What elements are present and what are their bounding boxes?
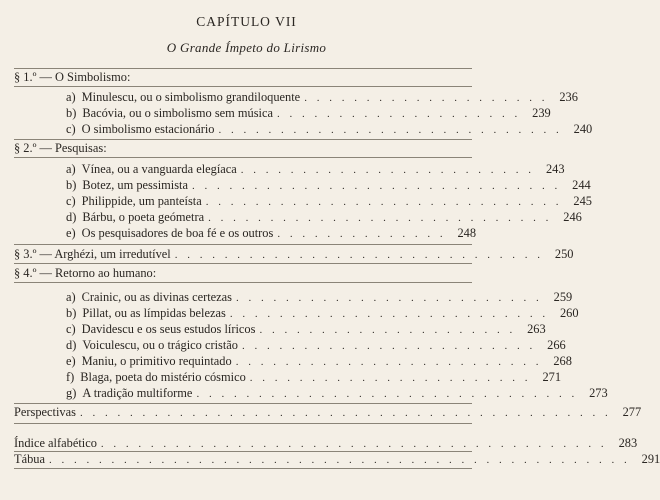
entry-letter: c) bbox=[66, 194, 76, 208]
leader-dots: . . . . . . . . . . . . . . . . . . . . . . . . . . . . . . . . . . . . . . . . . . . bbox=[79, 407, 612, 419]
entry-letter: a) bbox=[66, 90, 76, 104]
entry-letter: b) bbox=[66, 306, 77, 320]
entry-title: Philippide, um panteísta bbox=[81, 194, 202, 208]
leader-dots: . . . . . . . . . . . . . . . . . . . . . . . . bbox=[241, 340, 536, 352]
entry-title: Tábua bbox=[14, 452, 45, 466]
divider bbox=[14, 263, 472, 264]
entry-letter: d) bbox=[66, 210, 77, 224]
entry-page: 240 bbox=[573, 122, 593, 136]
toc-entry bbox=[66, 106, 551, 122]
entry-title: Botez, um pessimista bbox=[82, 178, 188, 192]
entry-page: 266 bbox=[547, 338, 566, 352]
entry-title: Índice alfabético bbox=[14, 436, 97, 450]
entry-letter: d) bbox=[66, 338, 77, 352]
entry-title: Os pesquisadores de boa fé e os outros bbox=[81, 226, 274, 240]
entry-page: 236 bbox=[559, 90, 578, 104]
entry-page: 250 bbox=[554, 247, 574, 261]
section-heading: § 3.º — Arghézi, um irredutível bbox=[14, 247, 171, 261]
toc-entry-tabua bbox=[14, 452, 660, 468]
section-heading: § 2.º — Pesquisas: bbox=[14, 141, 107, 155]
toc-entry bbox=[66, 290, 573, 306]
entry-page: 271 bbox=[542, 370, 562, 384]
entry-page: 260 bbox=[559, 306, 579, 320]
leader-dots: . . . . . . . . . . . . . . . . . . . . . . . . . . . . . . . . . . . . . . . . . bbox=[100, 438, 608, 450]
entry-letter: c) bbox=[66, 122, 76, 136]
section-heading: § 1.º — O Simbolismo: bbox=[14, 70, 131, 84]
leader-dots: . . . . . . . . . . . . . . . . . . . . . . . . . . . . bbox=[218, 124, 563, 136]
divider bbox=[14, 157, 472, 158]
entry-title: Minulescu, ou o simbolismo grandiloquente bbox=[81, 90, 301, 104]
toc-entry bbox=[66, 354, 572, 370]
entry-page: 277 bbox=[622, 405, 642, 419]
entry-page: 248 bbox=[457, 226, 477, 240]
toc-entry bbox=[66, 322, 546, 338]
entry-title: Davidescu e os seus estudos líricos bbox=[81, 322, 256, 336]
entry-page: 244 bbox=[572, 178, 591, 192]
entry-letter: a) bbox=[66, 290, 76, 304]
divider bbox=[14, 403, 472, 404]
toc-entry-perspectivas bbox=[14, 405, 642, 421]
entry-title: Blaga, poeta do mistério cósmico bbox=[80, 370, 246, 384]
toc-entry bbox=[66, 306, 579, 322]
entry-letter: g) bbox=[66, 386, 77, 400]
leader-dots: . . . . . . . . . . . . . . . . . . . . . . . . . . . . . . bbox=[191, 180, 561, 192]
entry-page: 239 bbox=[532, 106, 551, 120]
leader-dots: . . . . . . . . . . . . . . . . . . . . . . . . . . bbox=[229, 308, 549, 320]
leader-dots: . . . . . . . . . . . . . . . . . . . . . . . . . . . . . . bbox=[174, 249, 544, 261]
entry-letter: e) bbox=[66, 226, 76, 240]
entry-title: Bacóvia, ou o simbolismo sem música bbox=[82, 106, 273, 120]
leader-dots: . . . . . . . . . . . . . . . . . . . . bbox=[277, 108, 521, 120]
entry-letter: f) bbox=[66, 370, 75, 384]
toc-entry bbox=[66, 370, 562, 386]
toc-entry bbox=[66, 90, 578, 106]
entry-title: A tradição multiforme bbox=[82, 386, 193, 400]
entry-letter: c) bbox=[66, 322, 76, 336]
toc-entry-section bbox=[14, 247, 574, 263]
divider bbox=[14, 244, 472, 245]
entry-page: 245 bbox=[573, 194, 592, 208]
entry-page: 291 bbox=[641, 452, 660, 466]
entry-title: Crainic, ou as divinas certezas bbox=[81, 290, 232, 304]
entry-page: 243 bbox=[545, 162, 565, 176]
chapter-title: CAPÍTULO VII bbox=[196, 14, 297, 29]
leader-dots: . . . . . . . . . . . . . . . . . . . . . bbox=[259, 324, 516, 336]
entry-letter: b) bbox=[66, 178, 77, 192]
toc-entry bbox=[66, 210, 582, 226]
toc-entry bbox=[66, 338, 566, 354]
entry-title: Voiculescu, ou o trágico cristão bbox=[82, 338, 238, 352]
leader-dots: . . . . . . . . . . . . . . . . . . . . . . . bbox=[249, 372, 532, 384]
leader-dots: . . . . . . . . . . . . . . . . . . . . . . . . . bbox=[235, 356, 542, 368]
entry-page: 268 bbox=[553, 354, 572, 368]
section-heading: § 4.º — Retorno ao humano: bbox=[14, 266, 157, 280]
leader-dots: . . . . . . . . . . . . . . . . . . . . . . . . bbox=[240, 164, 535, 176]
toc-entry bbox=[66, 226, 477, 242]
divider bbox=[14, 86, 472, 87]
entry-page: 259 bbox=[553, 290, 573, 304]
entry-title: Pillat, ou as límpidas belezas bbox=[82, 306, 226, 320]
divider bbox=[14, 423, 472, 424]
entry-title: Maniu, o primitivo requintado bbox=[81, 354, 232, 368]
leader-dots: . . . . . . . . . . . . . . bbox=[277, 228, 447, 240]
chapter-subtitle: O Grande Ímpeto do Lirismo bbox=[166, 40, 327, 55]
entry-letter: b) bbox=[66, 106, 77, 120]
entry-title: Vínea, ou a vanguarda elegíaca bbox=[81, 162, 237, 176]
divider bbox=[14, 468, 472, 469]
leader-dots: . . . . . . . . . . . . . . . . . . . . . . . . . . . . . bbox=[205, 196, 562, 208]
toc-entry bbox=[66, 178, 591, 194]
divider bbox=[14, 282, 472, 283]
toc-entry bbox=[66, 162, 565, 178]
leader-dots: . . . . . . . . . . . . . . . . . . . . . . . . . . . . . . . . . . . . . . . . . . . . . . . bbox=[48, 454, 631, 466]
leader-dots: . . . . . . . . . . . . . . . . . . . . . . . . . . . . . . . bbox=[196, 388, 578, 400]
toc-entry bbox=[66, 122, 593, 138]
divider bbox=[14, 139, 472, 140]
entry-page: 263 bbox=[527, 322, 546, 336]
entry-letter: a) bbox=[66, 162, 76, 176]
leader-dots: . . . . . . . . . . . . . . . . . . . . . . . . . . . . bbox=[208, 212, 552, 224]
leader-dots: . . . . . . . . . . . . . . . . . . . . . . . . . bbox=[236, 292, 543, 304]
entry-title: Perspectivas bbox=[14, 405, 76, 419]
entry-page: 283 bbox=[618, 436, 638, 450]
entry-page: 246 bbox=[563, 210, 582, 224]
toc-entry bbox=[66, 194, 592, 210]
leader-dots: . . . . . . . . . . . . . . . . . . . . bbox=[304, 92, 548, 104]
divider bbox=[14, 68, 472, 69]
toc-entry-indice bbox=[14, 436, 638, 452]
entry-letter: e) bbox=[66, 354, 76, 368]
entry-title: O simbolismo estacionário bbox=[81, 122, 215, 136]
toc-entry bbox=[66, 386, 608, 402]
entry-page: 273 bbox=[589, 386, 608, 400]
entry-title: Bárbu, o poeta geómetra bbox=[82, 210, 205, 224]
